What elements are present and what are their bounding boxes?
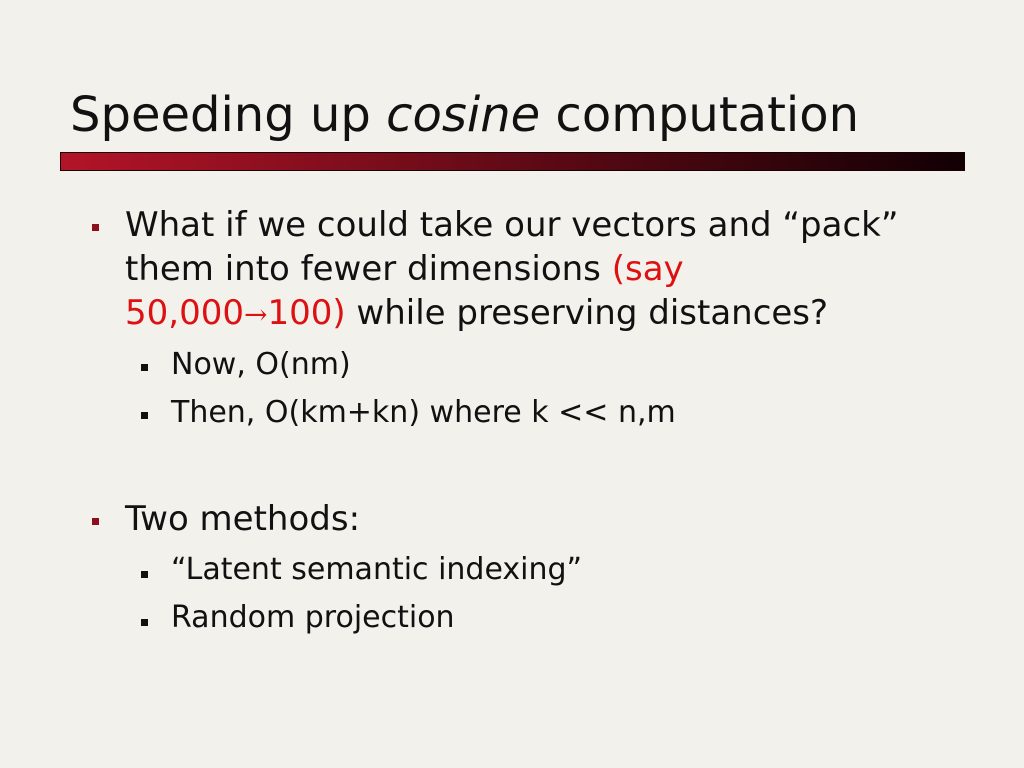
- title-divider-bar: [60, 152, 965, 171]
- bullet-1-line-3: [125, 291, 828, 337]
- bullet-1-line-2-text: them into fewer dimensions: [125, 249, 612, 289]
- bullet-1-line-2: [125, 247, 684, 291]
- title-prefix: Speeding up: [70, 87, 387, 143]
- bullet-1-highlight-say: (say: [611, 249, 684, 289]
- bullet-2-text: Two methods:: [125, 499, 361, 539]
- title-emphasis: cosine: [386, 87, 541, 143]
- bullet-1-line-3-text: while preserving distances?: [345, 293, 829, 333]
- sub-bullet-marker: [141, 619, 148, 626]
- bullet-marker: [92, 518, 99, 525]
- sub-bullet-random-projection: Random projection: [171, 600, 455, 635]
- sub-bullet-now: Now, O(nm): [171, 347, 351, 382]
- sub-bullet-marker: [141, 571, 148, 578]
- bullet-marker: [92, 224, 99, 231]
- sub-bullet-lsi: “Latent semantic indexing”: [171, 552, 583, 587]
- sub-bullet-marker: [141, 412, 148, 419]
- bullet-1-line-1: What if we could take our vectors and “pack”: [125, 205, 899, 245]
- sub-bullet-marker: [141, 364, 148, 371]
- bullet-1-highlight-to: 100): [267, 293, 346, 333]
- sub-bullet-then: Then, O(km+kn) where k << n,m: [171, 395, 676, 430]
- arrow-right-icon: →: [243, 298, 268, 331]
- bullet-1-highlight-from: 50,000: [125, 293, 244, 333]
- title-suffix: computation: [540, 87, 860, 143]
- slide-title: [70, 88, 859, 143]
